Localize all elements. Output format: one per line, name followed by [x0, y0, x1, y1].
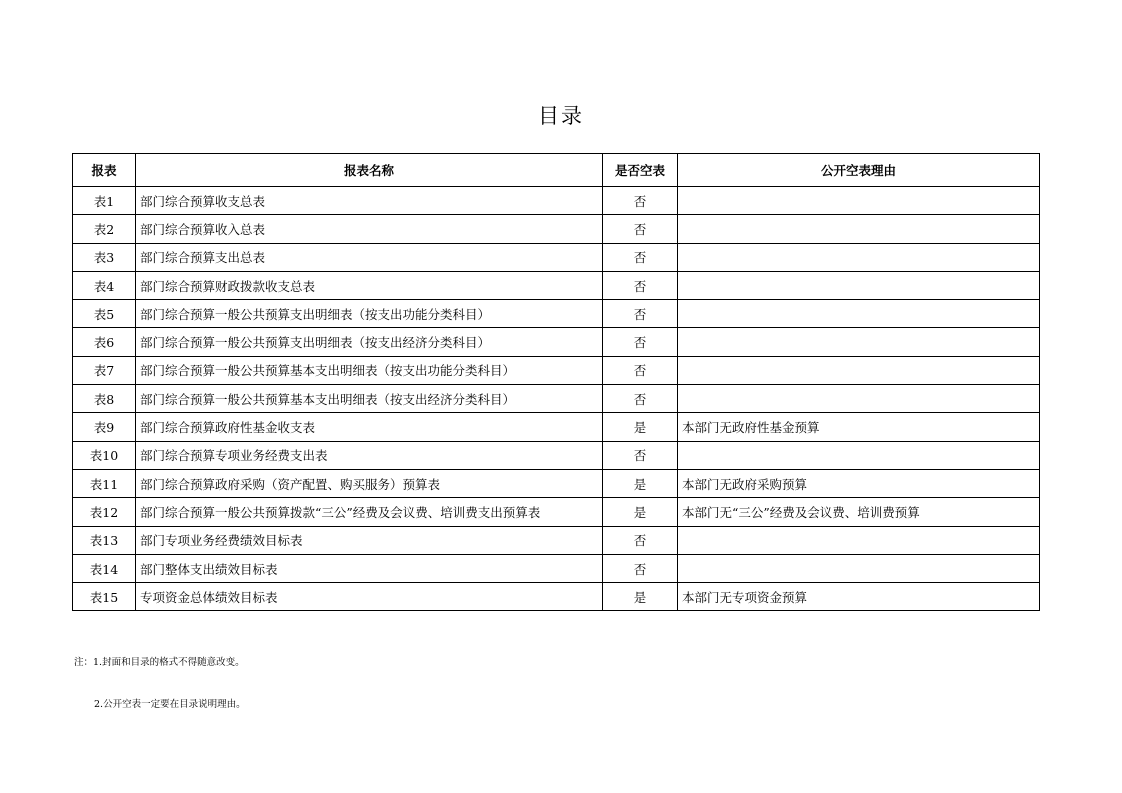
- is-empty-cell: 否: [603, 187, 678, 215]
- report-name-cell: 部门综合预算收支总表: [136, 187, 603, 215]
- empty-reason-cell: 本部门无专项资金预算: [678, 583, 1040, 611]
- header-report-id: 报表: [73, 154, 136, 187]
- header-report-name: 报表名称: [136, 154, 603, 187]
- table-row: [73, 583, 1040, 611]
- report-id-cell: 表14: [73, 554, 136, 582]
- is-empty-cell: 否: [603, 328, 678, 356]
- report-name-cell: 专项资金总体绩效目标表: [136, 583, 603, 611]
- report-name-cell: 部门综合预算财政拨款收支总表: [136, 271, 603, 299]
- empty-reason-cell: [678, 554, 1040, 582]
- report-id-cell: 表2: [73, 215, 136, 243]
- table-header-row: [73, 154, 1040, 187]
- report-id-cell: 表11: [73, 469, 136, 497]
- header-is-empty: 是否空表: [603, 154, 678, 187]
- table-row: [73, 243, 1040, 271]
- is-empty-cell: 否: [603, 385, 678, 413]
- report-id-cell: 表12: [73, 498, 136, 526]
- report-name-cell: 部门综合预算一般公共预算基本支出明细表（按支出功能分类科目）: [136, 356, 603, 384]
- is-empty-cell: 否: [603, 526, 678, 554]
- table-row: [73, 300, 1040, 328]
- table-row: [73, 187, 1040, 215]
- header-empty-reason: 公开空表理由: [678, 154, 1040, 187]
- table-row: [73, 469, 1040, 497]
- table-row: [73, 385, 1040, 413]
- table-row: [73, 328, 1040, 356]
- footnote-2: 2.公开空表一定要在目录说明理由。: [94, 699, 246, 710]
- report-id-cell: 表7: [73, 356, 136, 384]
- report-name-cell: 部门综合预算支出总表: [136, 243, 603, 271]
- table-row: [73, 498, 1040, 526]
- report-name-cell: 部门综合预算收入总表: [136, 215, 603, 243]
- empty-reason-cell: [678, 271, 1040, 299]
- is-empty-cell: 否: [603, 271, 678, 299]
- empty-reason-cell: [678, 526, 1040, 554]
- is-empty-cell: 否: [603, 356, 678, 384]
- is-empty-cell: 是: [603, 469, 678, 497]
- footnotes: [74, 628, 246, 726]
- report-name-cell: 部门整体支出绩效目标表: [136, 554, 603, 582]
- report-name-cell: 部门综合预算一般公共预算支出明细表（按支出功能分类科目）: [136, 300, 603, 328]
- report-id-cell: 表15: [73, 583, 136, 611]
- report-name-cell: 部门综合预算一般公共预算拨款“三公”经费及会议费、培训费支出预算表: [136, 498, 603, 526]
- empty-reason-cell: [678, 328, 1040, 356]
- report-name-cell: 部门综合预算一般公共预算基本支出明细表（按支出经济分类科目）: [136, 385, 603, 413]
- report-id-cell: 表6: [73, 328, 136, 356]
- footnote-1: 注：1.封面和目录的格式不得随意改变。: [74, 657, 245, 668]
- table-row: [73, 441, 1040, 469]
- empty-reason-cell: [678, 385, 1040, 413]
- empty-reason-cell: 本部门无“三公”经费及会议费、培训费预算: [678, 498, 1040, 526]
- report-name-cell: 部门综合预算专项业务经费支出表: [136, 441, 603, 469]
- table-row: [73, 526, 1040, 554]
- report-id-cell: 表1: [73, 187, 136, 215]
- report-id-cell: 表9: [73, 413, 136, 441]
- table-row: [73, 413, 1040, 441]
- table-row: [73, 554, 1040, 582]
- report-name-cell: 部门综合预算一般公共预算支出明细表（按支出经济分类科目）: [136, 328, 603, 356]
- empty-reason-cell: [678, 441, 1040, 469]
- empty-reason-cell: 本部门无政府采购预算: [678, 469, 1040, 497]
- is-empty-cell: 是: [603, 498, 678, 526]
- table-row: [73, 215, 1040, 243]
- table-row: [73, 356, 1040, 384]
- toc-table: [72, 153, 1040, 611]
- is-empty-cell: 否: [603, 554, 678, 582]
- report-id-cell: 表5: [73, 300, 136, 328]
- table-body: [73, 187, 1040, 611]
- is-empty-cell: 否: [603, 215, 678, 243]
- is-empty-cell: 否: [603, 300, 678, 328]
- report-id-cell: 表3: [73, 243, 136, 271]
- empty-reason-cell: [678, 215, 1040, 243]
- page-title: 目录: [538, 104, 584, 128]
- report-id-cell: 表4: [73, 271, 136, 299]
- empty-reason-cell: 本部门无政府性基金预算: [678, 413, 1040, 441]
- report-id-cell: 表13: [73, 526, 136, 554]
- report-id-cell: 表10: [73, 441, 136, 469]
- empty-reason-cell: [678, 300, 1040, 328]
- empty-reason-cell: [678, 356, 1040, 384]
- is-empty-cell: 是: [603, 583, 678, 611]
- empty-reason-cell: [678, 243, 1040, 271]
- empty-reason-cell: [678, 187, 1040, 215]
- is-empty-cell: 否: [603, 243, 678, 271]
- report-id-cell: 表8: [73, 385, 136, 413]
- report-name-cell: 部门专项业务经费绩效目标表: [136, 526, 603, 554]
- is-empty-cell: 是: [603, 413, 678, 441]
- report-name-cell: 部门综合预算政府采购（资产配置、购买服务）预算表: [136, 469, 603, 497]
- is-empty-cell: 否: [603, 441, 678, 469]
- report-name-cell: 部门综合预算政府性基金收支表: [136, 413, 603, 441]
- table-row: [73, 271, 1040, 299]
